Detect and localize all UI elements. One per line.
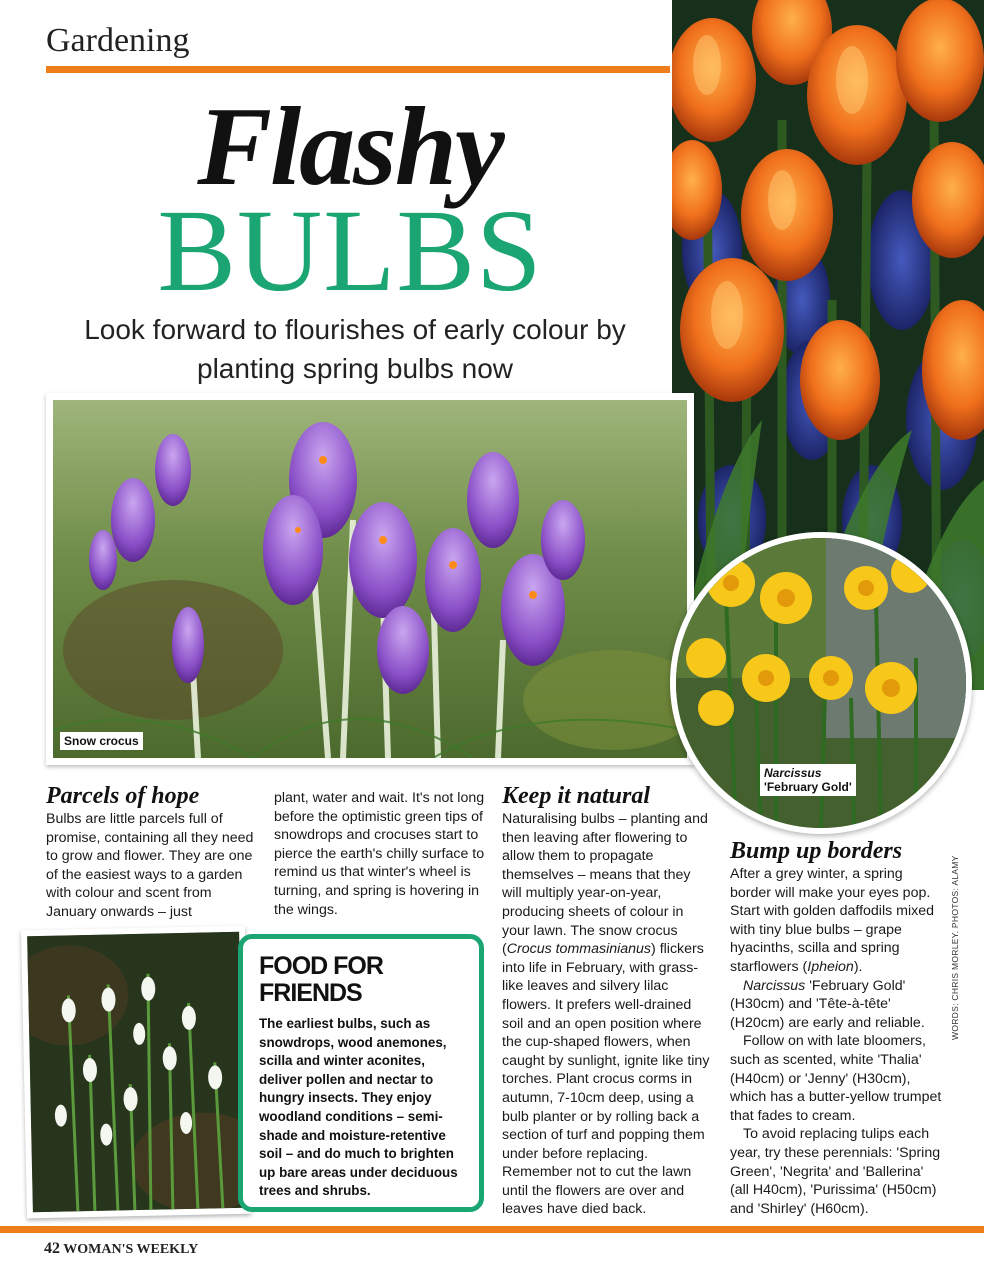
column-parcels-of-hope	[46, 782, 256, 922]
top-rule	[46, 66, 670, 73]
snowdrop-photo-frame	[21, 926, 251, 1219]
body-keep-it-natural: Naturalising bulbs – planting and then leaving after flowering to allow them to propagate themselves – means that they will multiply year-on-year, producing sheets of colour in your lawn. The snow crocus (Crocus tommasinianus) flickers into life in February, with grass-like leaves and silvery lilac flowers. It prefers well-drained soil and an open position where the cup-shaped flowers, when caught by sunlight, ignite like tiny torches. Plant crocus corms in autumn, 7-10cm deep, using a bulb planter or by rolling back a section of turf and popping them under before replacing. Remember not to cut the lawn until the flowers are over and leaves have died back.	[502, 811, 710, 1218]
heading-bump-up-borders: Bump up borders	[730, 838, 903, 864]
snowdrop-photo	[27, 932, 245, 1212]
column-bump-up-borders	[730, 837, 945, 1218]
narcissus-caption-name: 'February Gold'	[764, 780, 852, 794]
heading-keep-it-natural: Keep it natural	[502, 783, 651, 809]
crocus-photo	[53, 400, 687, 758]
body-borders-p4: To avoid replacing tulips each year, try these perennials: 'Spring Green', 'Negrita' and 'Ballerina' (all H40cm), 'Purissima' (H50cm) and 'Shirley' (H60cm).	[730, 1126, 941, 1217]
body-borders-p3: Follow on with late bloomers, such as scented, white 'Thalia' (H40cm) or 'Jenny' (H30cm), which has a butter-yellow trumpet that fades to cream.	[730, 1033, 942, 1124]
photo-credit: WORDS: CHRIS MORLEY. PHOTOS: ALAMY	[950, 855, 960, 1040]
crocus-photo-frame	[46, 393, 694, 765]
narcissus-caption	[760, 764, 856, 796]
bottom-rule	[0, 1226, 984, 1233]
crocus-caption: Snow crocus	[60, 732, 143, 750]
section-label: Gardening	[46, 22, 190, 59]
narcissus-caption-italic: Narcissus	[764, 766, 822, 780]
body-parcels-continued: plant, water and wait. It's not long before the optimistic green tips of snowdrops and crocuses start to pierce the earth's chilly surface to remind us that winter's wheel is turning, and spring is hovering in the wings.	[274, 790, 485, 918]
subtitle: Look forward to flourishes of early colour by planting spring bulbs now	[84, 314, 626, 384]
body-borders-p2: Narcissus 'February Gold' (H30cm) and 'Tête-à-tête' (H20cm) are early and reliable.	[730, 977, 925, 1031]
title-line-1: Flashy	[197, 85, 503, 209]
body-borders-p1: After a grey winter, a spring border will make your eyes pop. Start with golden daffodils mixed with tiny blue bulbs – grape hyacinths, scilla and spring starflowers (Ipheion).	[730, 866, 934, 975]
column-parcels-continued	[274, 789, 486, 919]
title-line-2: BULBS	[157, 185, 543, 316]
page-number: 42	[44, 1240, 60, 1257]
heading-parcels-of-hope: Parcels of hope	[46, 783, 200, 809]
boxout-title: FOOD FOR FRIENDS	[259, 952, 383, 1007]
body-parcels-of-hope: Bulbs are little parcels full of promise, containing all they need to grow and flower. They are one of the easiest ways to a garden with colour and scent from January onwards – just	[46, 811, 254, 920]
magazine-name: WOMAN'S WEEKLY	[63, 1242, 199, 1257]
column-keep-it-natural	[502, 782, 714, 1219]
folio	[44, 1240, 198, 1258]
food-for-friends-boxout	[238, 934, 484, 1212]
boxout-body: The earliest bulbs, such as snowdrops, wood anemones, scilla and winter aconites, deliver pollen and nectar to hungry insects. They enjoy woodland conditions – semi-shade and moisture-retentive soil – and do much to brighten up bare areas under deciduous trees and shrubs.	[259, 1016, 458, 1199]
